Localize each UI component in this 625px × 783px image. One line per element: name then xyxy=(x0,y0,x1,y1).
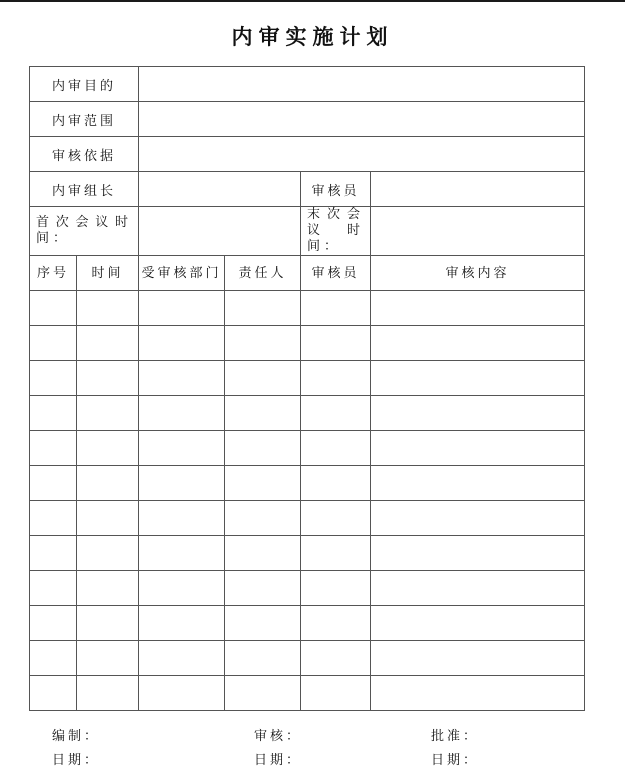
department-cell[interactable] xyxy=(139,571,225,606)
seq-cell[interactable] xyxy=(30,466,77,501)
reviewed-date-label: 日期： xyxy=(254,753,303,768)
auditor-cell[interactable] xyxy=(301,431,371,466)
department-cell[interactable] xyxy=(139,501,225,536)
scope-label: 内审范围 xyxy=(30,102,139,137)
auditor-label: 审核员 xyxy=(301,172,371,207)
last-meeting-field[interactable] xyxy=(371,207,585,256)
prepared-date-label: 日期： xyxy=(52,753,101,768)
department-cell[interactable] xyxy=(139,641,225,676)
content-cell[interactable] xyxy=(371,606,585,641)
content-cell[interactable] xyxy=(371,536,585,571)
seq-cell[interactable] xyxy=(30,431,77,466)
content-cell[interactable] xyxy=(371,291,585,326)
audit-plan-form xyxy=(29,66,585,711)
meeting-row xyxy=(30,207,585,256)
auditor-cell[interactable] xyxy=(301,571,371,606)
content-cell[interactable] xyxy=(371,396,585,431)
table-row xyxy=(30,641,585,676)
responsible-cell[interactable] xyxy=(225,501,301,536)
seq-cell[interactable] xyxy=(30,291,77,326)
auditor-field[interactable] xyxy=(371,172,585,207)
time-cell[interactable] xyxy=(77,676,139,711)
basis-field[interactable] xyxy=(139,137,585,172)
seq-cell[interactable] xyxy=(30,326,77,361)
table-row xyxy=(30,361,585,396)
purpose-label: 内审目的 xyxy=(30,67,139,102)
time-cell[interactable] xyxy=(77,501,139,536)
auditor-cell[interactable] xyxy=(301,326,371,361)
table-row xyxy=(30,291,585,326)
responsible-cell[interactable] xyxy=(225,326,301,361)
purpose-field[interactable] xyxy=(139,67,585,102)
table-row xyxy=(30,571,585,606)
auditor-cell[interactable] xyxy=(301,606,371,641)
time-cell[interactable] xyxy=(77,466,139,501)
top-border-line xyxy=(0,0,625,2)
first-meeting-field[interactable] xyxy=(139,207,301,256)
prepared-by-label: 编制： xyxy=(52,729,101,744)
col-header-seq: 序号 xyxy=(30,256,77,291)
col-header-auditor: 审核员 xyxy=(301,256,371,291)
seq-cell[interactable] xyxy=(30,536,77,571)
basis-row xyxy=(30,137,585,172)
reviewed-by-label: 审核： xyxy=(254,729,303,744)
department-cell[interactable] xyxy=(139,466,225,501)
last-meeting-label: 末次会议时间： xyxy=(301,207,371,256)
seq-cell[interactable] xyxy=(30,361,77,396)
page-title: 内审实施计划 xyxy=(231,24,394,49)
scope-field[interactable] xyxy=(139,102,585,137)
content-cell[interactable] xyxy=(371,361,585,396)
time-cell[interactable] xyxy=(77,431,139,466)
responsible-cell[interactable] xyxy=(225,431,301,466)
responsible-cell[interactable] xyxy=(225,466,301,501)
table-row xyxy=(30,501,585,536)
time-cell[interactable] xyxy=(77,536,139,571)
table-row xyxy=(30,606,585,641)
table-row xyxy=(30,466,585,501)
responsible-cell[interactable] xyxy=(225,361,301,396)
department-cell[interactable] xyxy=(139,431,225,466)
department-cell[interactable] xyxy=(139,396,225,431)
content-cell[interactable] xyxy=(371,466,585,501)
column-header-row xyxy=(30,256,585,291)
content-cell[interactable] xyxy=(371,501,585,536)
scope-row xyxy=(30,102,585,137)
responsible-cell[interactable] xyxy=(225,291,301,326)
time-cell[interactable] xyxy=(77,291,139,326)
leader-label: 内审组长 xyxy=(30,172,139,207)
col-header-content: 审核内容 xyxy=(371,256,585,291)
responsible-cell[interactable] xyxy=(225,641,301,676)
responsible-cell[interactable] xyxy=(225,606,301,641)
col-header-responsible: 责任人 xyxy=(225,256,301,291)
responsible-cell[interactable] xyxy=(225,536,301,571)
leader-field[interactable] xyxy=(139,172,301,207)
department-cell[interactable] xyxy=(139,326,225,361)
seq-cell[interactable] xyxy=(30,606,77,641)
approved-date-label: 日期： xyxy=(431,753,480,768)
seq-cell[interactable] xyxy=(30,396,77,431)
auditor-cell[interactable] xyxy=(301,536,371,571)
content-cell[interactable] xyxy=(371,676,585,711)
department-cell[interactable] xyxy=(139,606,225,641)
table-row xyxy=(30,536,585,571)
responsible-cell[interactable] xyxy=(225,676,301,711)
time-cell[interactable] xyxy=(77,361,139,396)
first-meeting-label: 首次会议时间： xyxy=(30,207,139,256)
seq-cell[interactable] xyxy=(30,571,77,606)
content-cell[interactable] xyxy=(371,326,585,361)
col-header-department: 受审核部门 xyxy=(139,256,225,291)
department-cell[interactable] xyxy=(139,676,225,711)
auditor-cell[interactable] xyxy=(301,361,371,396)
table-row xyxy=(30,396,585,431)
content-cell[interactable] xyxy=(371,571,585,606)
approved-by-label: 批准： xyxy=(431,729,480,744)
seq-cell[interactable] xyxy=(30,676,77,711)
responsible-cell[interactable] xyxy=(225,396,301,431)
table-row xyxy=(30,326,585,361)
purpose-row xyxy=(30,67,585,102)
auditor-cell[interactable] xyxy=(301,291,371,326)
time-cell[interactable] xyxy=(77,326,139,361)
department-cell[interactable] xyxy=(139,291,225,326)
time-cell[interactable] xyxy=(77,571,139,606)
content-cell[interactable] xyxy=(371,641,585,676)
seq-cell[interactable] xyxy=(30,501,77,536)
time-cell[interactable] xyxy=(77,641,139,676)
department-cell[interactable] xyxy=(139,361,225,396)
department-cell[interactable] xyxy=(139,536,225,571)
auditor-cell[interactable] xyxy=(301,501,371,536)
time-cell[interactable] xyxy=(77,396,139,431)
responsible-cell[interactable] xyxy=(225,571,301,606)
table-row xyxy=(30,431,585,466)
col-header-time: 时间 xyxy=(77,256,139,291)
auditor-cell[interactable] xyxy=(301,466,371,501)
auditor-cell[interactable] xyxy=(301,676,371,711)
leader-row xyxy=(30,172,585,207)
auditor-cell[interactable] xyxy=(301,641,371,676)
time-cell[interactable] xyxy=(77,606,139,641)
seq-cell[interactable] xyxy=(30,641,77,676)
content-cell[interactable] xyxy=(371,431,585,466)
basis-label: 审核依据 xyxy=(30,137,139,172)
auditor-cell[interactable] xyxy=(301,396,371,431)
table-row xyxy=(30,676,585,711)
